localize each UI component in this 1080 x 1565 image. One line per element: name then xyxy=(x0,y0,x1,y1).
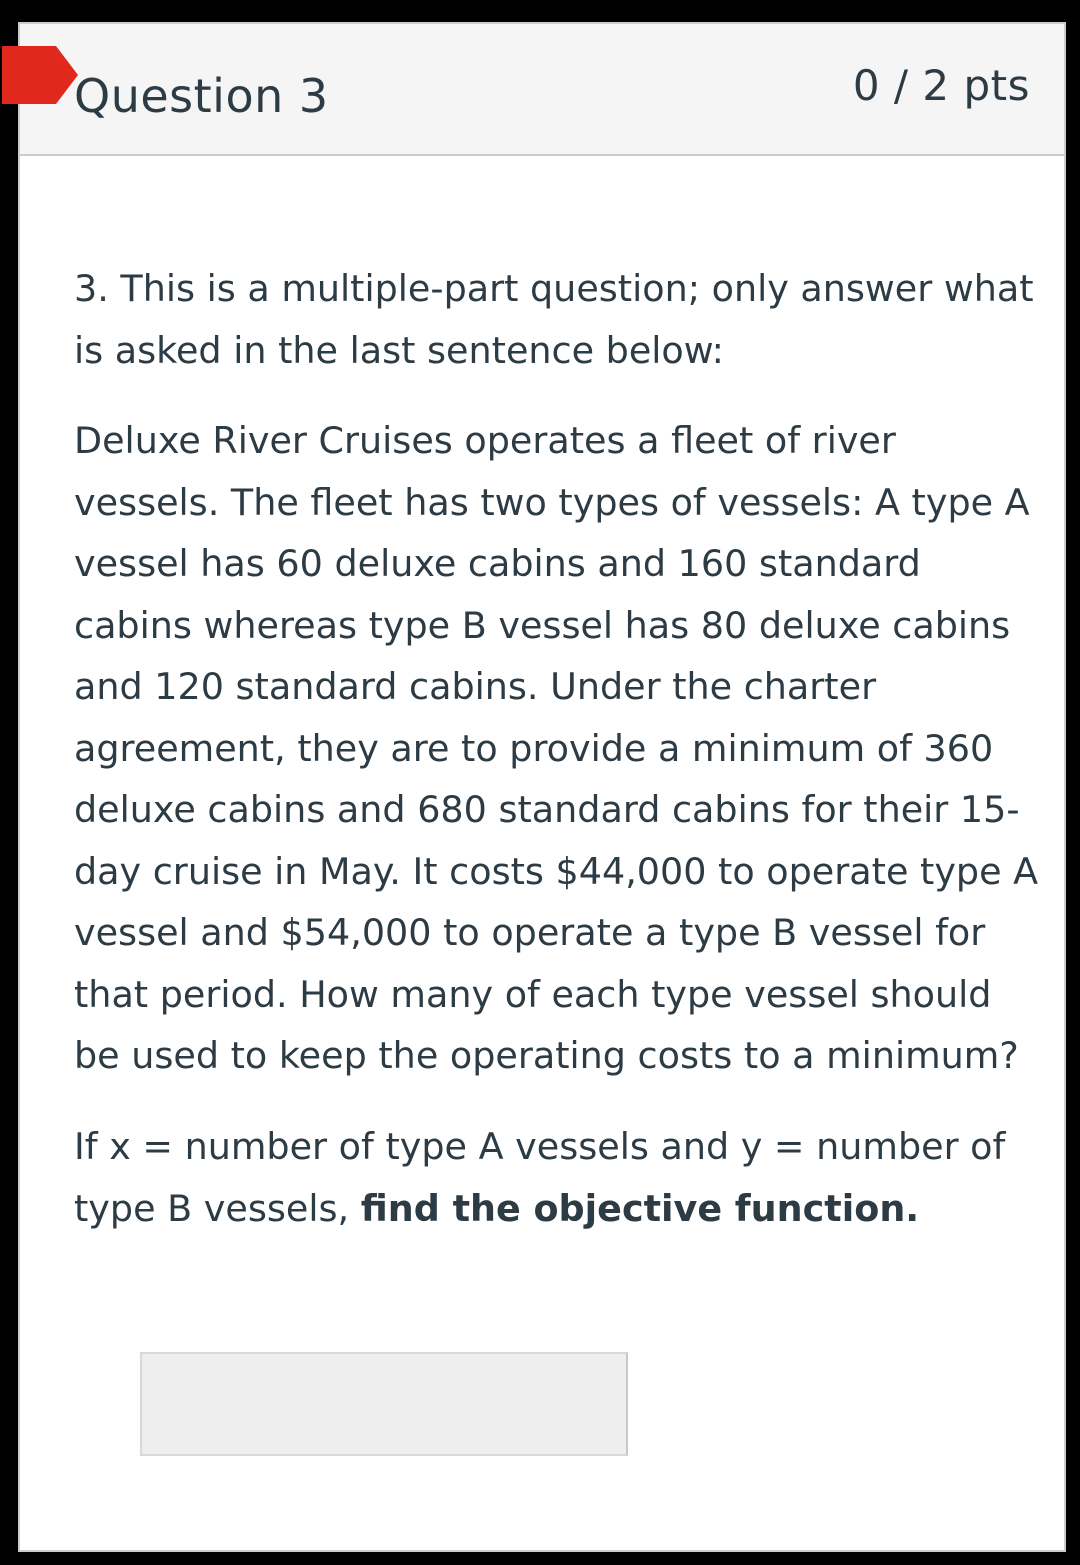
prompt-lead: If x = number of type A vessels and y = number of type B vessels, xyxy=(74,1125,1006,1230)
flag-icon[interactable] xyxy=(2,42,82,108)
question-title: Question 3 xyxy=(74,69,329,123)
question-intro: 3. This is a multiple-part question; only answer what is asked in the last sentence below: xyxy=(74,267,1034,372)
question-prompt xyxy=(74,1116,1044,1239)
problem-statement: Deluxe River Cruises operates a fleet of river vessels. The fleet has two types of vessels: A type A vessel has 60 deluxe cabins and 160 standard cabins whereas type B vessel has 80 deluxe cabins and 120 standard cabins. Under the charter agreement, they are to provide a minimum of 360 deluxe cabins and 680 standard cabins for their 15-day cruise in May. It costs $44,000 to operate type A vessel and $54,000 to operate a type B vessel for that period. How many of each type vessel should be used to keep the operating costs to a minimum? xyxy=(74,419,1039,1077)
question-header xyxy=(20,24,1064,156)
prompt-bold: find the objective function. xyxy=(360,1186,920,1230)
answer-input[interactable] xyxy=(140,1352,628,1456)
question-points: 0 / 2 pts xyxy=(852,61,1030,110)
question-card xyxy=(18,22,1066,1552)
